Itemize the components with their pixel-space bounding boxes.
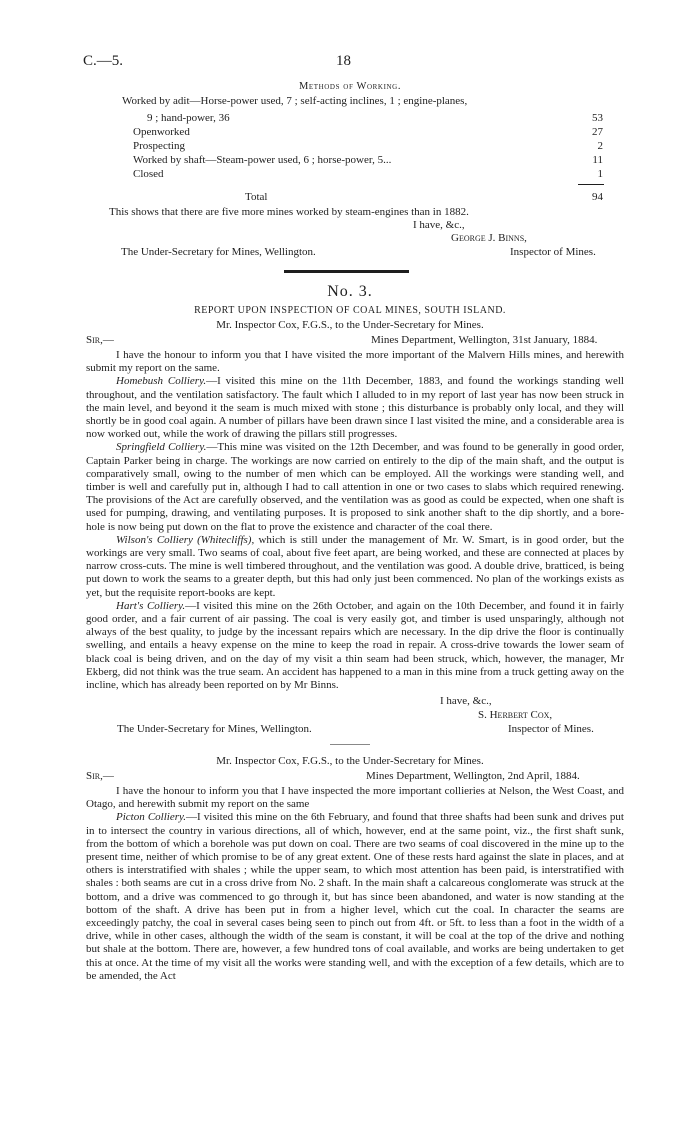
- paragraph-harts: [86, 600, 624, 692]
- methods-row-value: 1: [597, 168, 603, 180]
- paragraph-text: —I visited this mine on the 6th February, and found that three shafts had been sunk and drives put in to intersect the country in various directions, all of which, however, end at the same point, viz., the first shaft sunk, from the bottom of which a borehole was put down on coal. There are two seams of coal discovered in the mine up to the present time, neither of which promise to be of any great extent. One of these rests hard against the slate in places, and at others is interstratified with shales ; while the upper seam, to which most attention has been paid, is interstratified with shales : both seams are cut in a cross drive from No. 2 shaft. In the main shaft a calcareous conglomerate was struck at the bottom, and a drive was commenced to go through it, but has since been abandoned, and water is now standing at the bottom of the shaft. A drive has been put in from a higher level, which cut the coal. In character the seams are exceedingly patchy, the coal in several cases being seen to pinch out from 4ft. or 5ft. to less than a foot in the width of a drive, while in other cases, although the width of the seam is constant, it will be coal at the top of the drive and nothing but shale at the bottom. There are, however, a few hundred tons of coal available, and works are being undertaken to get this at once. At the time of my visit all the works were standing well, and with the exception of a few details, which are to be amended, the Act: [86, 811, 624, 982]
- dateline: Mines Department, Wellington, 31st January, 1884.: [371, 334, 598, 346]
- page-number: 18: [336, 53, 351, 69]
- methods-row-label: Prospecting: [133, 140, 185, 152]
- paragraph-text: which is still under the management of Mr. W. Smart, is in good order, but the workings are very small. Two seams of coal, about five feet apart, are being worked, and these are connected at places by narrow cross-cuts. The mine is well timbered throughout, and the ventilation was good. A double drive, bratticed, is being put down to work the seams to a greater depth, but this had only just been commenced. No plan of the workings exists as yet, but the requisite report-books are kept.: [86, 533, 624, 599]
- letter-body: [86, 785, 624, 983]
- colliery-name: Hart's Colliery.: [116, 599, 186, 612]
- methods-row-value: 11: [592, 154, 603, 166]
- methods-row: [133, 126, 603, 139]
- cox-signature: S. Herbert Cox,: [478, 709, 553, 721]
- methods-row-value: 27: [592, 126, 603, 138]
- section-rule: [284, 270, 409, 273]
- methods-row: [133, 112, 603, 125]
- letter-from-line: Mr. Inspector Cox, F.G.S., to the Under-Secretary for Mines.: [216, 755, 484, 767]
- report-body: [86, 349, 624, 692]
- methods-row: [133, 168, 603, 181]
- minor-rule: [330, 744, 370, 745]
- methods-note: This shows that there are five more mines worked by steam-engines than in 1882.: [109, 206, 469, 218]
- methods-row-label: Worked by shaft—Steam-power used, 6 ; horse-power, 5...: [133, 154, 392, 166]
- paragraph-homebush: [86, 375, 624, 441]
- methods-row: [133, 140, 603, 153]
- methods-row-label: 9 ; hand-power, 36: [147, 112, 230, 124]
- paragraph-intro: I have the honour to inform you that I have inspected the more important collieries at Nelson, the West Coast, and Otago, and herewith submit my report on the same: [86, 785, 624, 811]
- paragraph-wilsons: [86, 534, 624, 600]
- paragraph-springfield: [86, 441, 624, 533]
- paragraph-intro: I have the honour to inform you that I have visited the more important of the Malvern Hills mines, and herewith submit my report on the same.: [86, 349, 624, 375]
- methods-row-label: Openworked: [133, 126, 190, 138]
- report-number: No. 3.: [327, 283, 373, 300]
- binns-closing: I have, &c.,: [413, 219, 465, 231]
- methods-row-value: 53: [592, 112, 603, 124]
- cox-closing: I have, &c.,: [440, 695, 492, 707]
- binns-title: Inspector of Mines.: [510, 246, 596, 258]
- paragraph-text: —This mine was visited on the 12th December, and was found to be generally in good order, Captain Parker being in charge. The workings are now carried on entirely to the dip of the main shaft, and the output is comparatively small, owing to the number of men which can be employed. All the workings were standing well, and timber is well and carefully put in, although I had to call attention in one or two cases to slabs which required renewing. The provisions of the Act are carefully observed, and the ventilation was as good as could be expected, when one shaft is used for pumping, drawing, and ventilating purposes. It is proposed to sink another shaft to the dip shortly, and a bore-hole is now being put down on the flat to prove the existence and character of the coal there.: [86, 441, 624, 533]
- methods-line-1: Worked by adit—Horse-power used, 7 ; self-acting inclines, 1 ; engine-planes,: [122, 95, 468, 107]
- paragraph-picton: [86, 811, 624, 983]
- report-from-line: Mr. Inspector Cox, F.G.S., to the Under-Secretary for Mines.: [216, 319, 484, 331]
- cox-addressee: The Under-Secretary for Mines, Wellington.: [117, 723, 312, 735]
- page-header-left: C.—5.: [83, 53, 124, 69]
- methods-row-value: 2: [597, 140, 603, 152]
- colliery-name: Homebush Colliery.: [116, 375, 207, 388]
- salutation: Sir,—: [86, 334, 114, 346]
- methods-total-label: Total: [245, 191, 268, 203]
- binns-addressee: The Under-Secretary for Mines, Wellington.: [121, 246, 316, 258]
- colliery-name: Wilson's Colliery (Whitecliffs),: [116, 533, 255, 546]
- paragraph-text: —I visited this mine on the 26th October, and again on the 10th December, and found it in fairly good order, and a fair current of air passing. The coal is very easily got, and timber is used unsparingly, although not always of the best quality, to judge by the incessant repairs which are necessary. In the dip drive the floor is continually swelling, and entails a heavy expense on the mine to keep the road in repair. A cross-drive towards the lower seam of black coal is being driven, and on the day of my visit a thin seam had been struck, which, however, the manager, Mr Ekberg, did not think was the true seam. An accident has happened to a man in this mine from a truck getting away on the incline, which has already been reported on by Mr Binns.: [86, 599, 624, 692]
- salutation: Sir,—: [86, 770, 114, 782]
- colliery-name: Picton Colliery.: [116, 811, 187, 824]
- paragraph-text: —I visited this mine on the 11th December, 1883, and found the workings standing well throughout, and the ventilation satisfactory. The fault which I alluded to in my report of last year has now been struck in the main level, and beyond it the seam is much mixed with stone ; this disturbance is probably only local, and they will shortly be in good coal again. A number of pillars have been drawn since I last visited the mine, and a considerable area is now worked out, while the work of drawing the pillars still progresses.: [86, 375, 624, 441]
- colliery-name: Springfield Colliery.: [116, 441, 207, 454]
- methods-title: Methods of Working.: [298, 81, 402, 92]
- methods-row: [133, 154, 603, 167]
- dateline: Mines Department, Wellington, 2nd April, 1884.: [366, 770, 580, 782]
- binns-signature: George J. Binns,: [451, 232, 527, 244]
- methods-total-row: [133, 191, 603, 204]
- total-rule: [578, 184, 604, 185]
- cox-title: Inspector of Mines.: [508, 723, 594, 735]
- methods-row-label: Closed: [133, 168, 164, 180]
- report-subtitle: REPORT UPON INSPECTION OF COAL MINES, SOUTH ISLAND.: [194, 305, 506, 316]
- methods-total-value: 94: [592, 191, 603, 203]
